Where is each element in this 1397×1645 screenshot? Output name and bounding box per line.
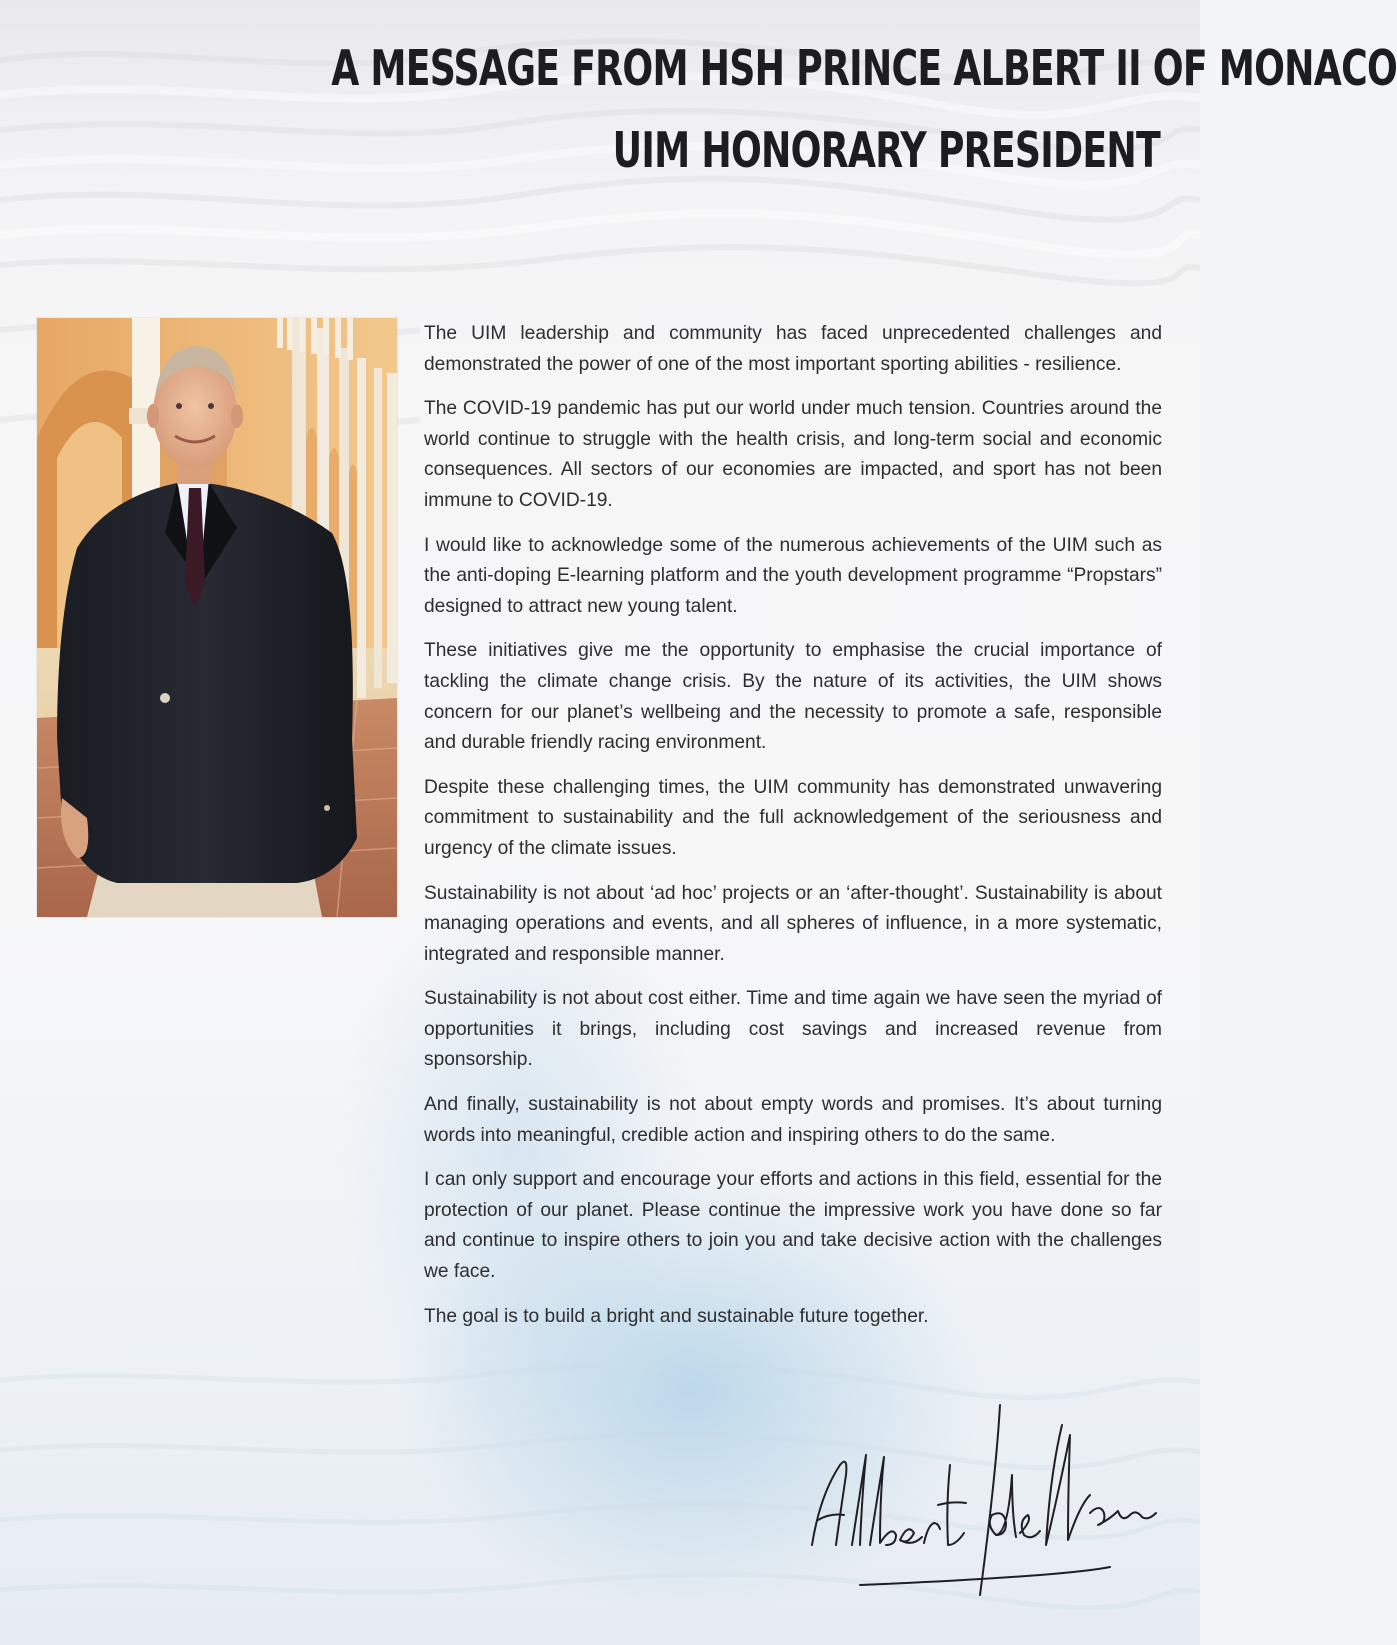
signature <box>800 1395 1160 1605</box>
paragraph: I can only support and encourage your efforts and actions in this field, essential for the protection of our planet. Please continue the impressive work you have done so far and continue to inspire others to join you and take decisive action with the challenges we face. <box>424 1169 1162 1283</box>
message-body <box>424 319 1162 1346</box>
title-line-2: UIM HONORARY PRESIDENT <box>612 122 1160 179</box>
paragraph: Sustainability is not about cost either. Time and time again we have seen the myriad of opportunities it brings, including cost savings and increased revenue from sponsorship. <box>424 988 1162 1071</box>
paragraph: I would like to acknowledge some of the numerous achievements of the UIM such as the anti-doping E-learning platform and the youth development programme “Propstars” designed to attract new young talent. <box>424 534 1162 617</box>
paragraph: And finally, sustainability is not about empty words and promises. It’s about turning words into meaningful, credible action and inspiring others to do the same. <box>424 1094 1162 1146</box>
paragraph: The COVID-19 pandemic has put our world under much tension. Countries around the world continue to struggle with the health crisis, and long-term social and economic consequences. All sectors of our economies are impacted, and sport has not been immune to COVID-19. <box>424 398 1162 511</box>
paragraph: These initiatives give me the opportunity to emphasise the crucial importance of tackling the climate change crisis. By the nature of its activities, the UIM shows concern for our planet’s wellbeing and the necessity to promote a safe, responsible and durable friendly racing environment. <box>424 640 1162 754</box>
title-line-1: A MESSAGE FROM HSH PRINCE ALBERT II OF MONACO <box>331 40 1397 97</box>
portrait-photo <box>37 318 397 917</box>
paragraph: The UIM leadership and community has faced unprecedented challenges and demonstrated the power of one of the most important sporting abilities - resilience. <box>424 323 1162 375</box>
paragraph: The goal is to build a bright and sustainable future together. <box>424 1305 929 1327</box>
paragraph: Sustainability is not about ‘ad hoc’ projects or an ‘after-thought’. Sustainability is about managing operations and events, and all spheres of influence, in a more systematic, integrated and responsible manner. <box>424 882 1162 965</box>
paragraph: Despite these challenging times, the UIM community has demonstrated unwavering commitment to sustainability and the full acknowledgement of the seriousness and urgency of the climate issues. <box>424 776 1162 859</box>
page-title <box>331 28 1397 192</box>
